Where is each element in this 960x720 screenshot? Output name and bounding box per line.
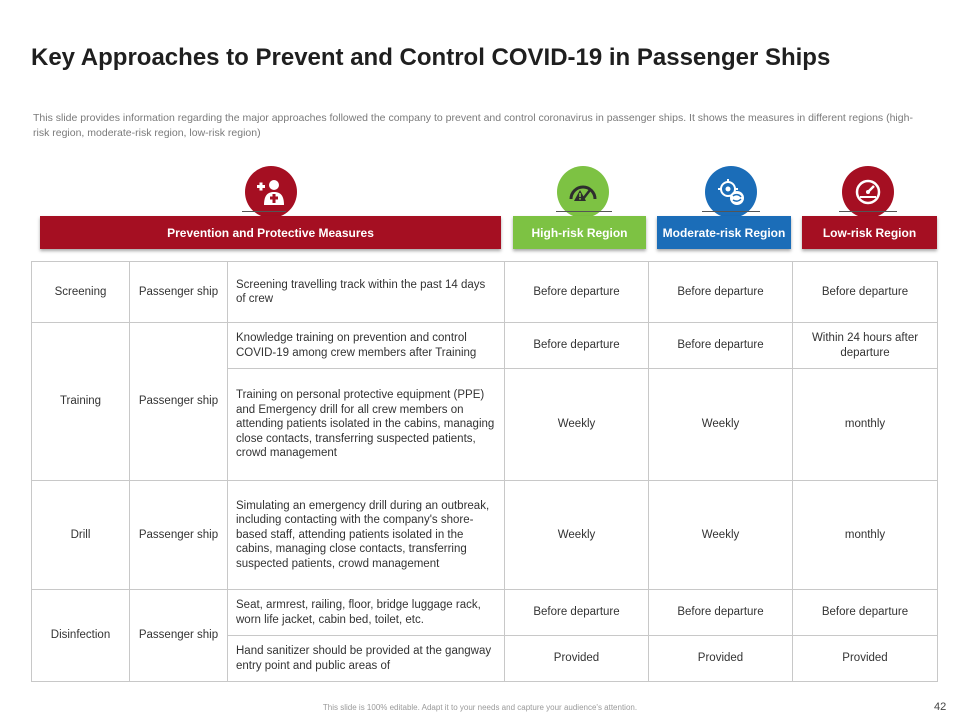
- measures-table: [31, 261, 938, 682]
- high-risk-cell: Before departure: [505, 323, 649, 369]
- category-cell: Screening: [32, 262, 130, 323]
- moderate-risk-cell: Provided: [649, 636, 793, 682]
- footer-note: This slide is 100% editable. Adapt it to your needs and capture your audience's attention.: [322, 703, 638, 712]
- slide-description: This slide provides information regarding the major approaches followed the company to prevent and control coronavirus in passenger ships. It shows the measures in different regions (high-risk region, moderate-risk region, low-risk region): [33, 112, 913, 139]
- page-title: Key Approaches to Prevent and Control COVID-19 in Passenger Ships: [31, 44, 831, 71]
- moderate-risk-cell: Weekly: [649, 369, 793, 481]
- target-cell: Passenger ship: [130, 481, 228, 590]
- category-cell: Disinfection: [32, 590, 130, 682]
- target-cell: Passenger ship: [130, 323, 228, 481]
- page-number: 42: [934, 701, 947, 713]
- category-cell: Drill: [32, 481, 130, 590]
- low-risk-cell: Before departure: [793, 262, 938, 323]
- measure-cell: Hand sanitizer should be provided at the gangway entry point and public areas of: [228, 636, 505, 682]
- high-risk-cell: Before departure: [505, 590, 649, 636]
- measure-cell: Simulating an emergency drill during an outbreak, including contacting with the company's shore-based staff, attending patients isolated in the cabins, managing close contacts, transferring suspected patients, crowd management: [228, 481, 505, 590]
- table-row: [32, 262, 938, 323]
- category-cell: Training: [32, 323, 130, 481]
- low-risk-cell: Within 24 hours after departure: [793, 323, 938, 369]
- high-risk-cell: Weekly: [505, 369, 649, 481]
- low-risk-cell: Provided: [793, 636, 938, 682]
- moderate-risk-cell: Weekly: [649, 481, 793, 590]
- low-risk-cell: Before departure: [793, 590, 938, 636]
- low-risk-icon-underline: [839, 211, 897, 212]
- moderate-risk-cell: Before departure: [649, 262, 793, 323]
- moderate-risk-region-header: Moderate-risk Region: [657, 216, 791, 249]
- table-row: [32, 590, 938, 636]
- measure-cell: Seat, armrest, railing, floor, bridge luggage rack, worn life jacket, cabin bed, toilet, etc.: [228, 590, 505, 636]
- high-risk-cell: Provided: [505, 636, 649, 682]
- target-cell: Passenger ship: [130, 262, 228, 323]
- moderate-risk-cell: Before departure: [649, 323, 793, 369]
- measure-cell: Screening travelling track within the past 14 days of crew: [228, 262, 505, 323]
- table-row: [32, 481, 938, 590]
- high-risk-icon-underline: [556, 211, 612, 212]
- prevention-measures-header: Prevention and Protective Measures: [40, 216, 501, 249]
- measure-cell: Training on personal protective equipment (PPE) and Emergency drill for all crew members on attending patients isolated in the cabins, managing close contacts, transferring suspected patients, crowd management: [228, 369, 505, 481]
- low-risk-cell: monthly: [793, 481, 938, 590]
- high-risk-cell: Before departure: [505, 262, 649, 323]
- table-row: [32, 323, 938, 369]
- moderate-risk-icon-underline: [702, 211, 760, 212]
- prevention-icon-underline: [242, 211, 286, 212]
- low-risk-region-header: Low-risk Region: [802, 216, 937, 249]
- target-cell: Passenger ship: [130, 590, 228, 682]
- low-risk-cell: monthly: [793, 369, 938, 481]
- high-risk-cell: Weekly: [505, 481, 649, 590]
- moderate-risk-cell: Before departure: [649, 590, 793, 636]
- measure-cell: Knowledge training on prevention and control COVID-19 among crew members after Training: [228, 323, 505, 369]
- high-risk-region-header: High-risk Region: [513, 216, 646, 249]
